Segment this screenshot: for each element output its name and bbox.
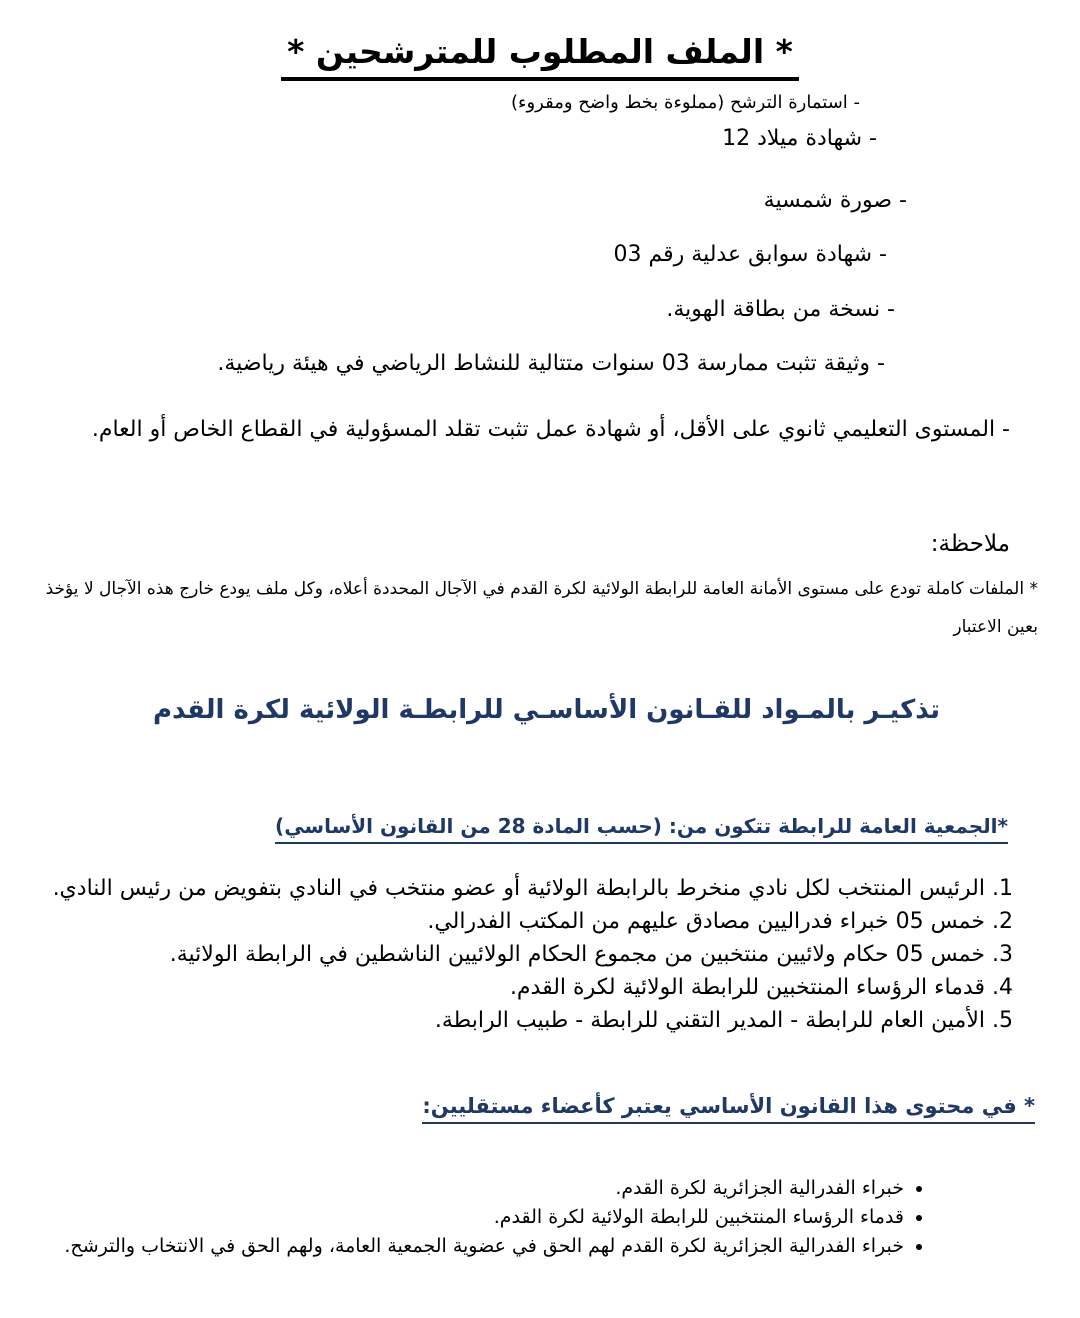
assembly-list-item: 5. الأمين العام للرابطة - المدير التقني للرابطة - طبيب الرابطة.: [35, 1004, 985, 1037]
assembly-list-item: 1. الرئيس المنتخب لكل نادي منخرط بالرابطة الولائية أو عضو منتخب في النادي بتفويض من رئيس النادي.: [35, 872, 985, 905]
note-label: ملاحظة:: [930, 531, 1010, 557]
requirement-item-sport-activity-proof: - وثيقة تثبت ممارسة 03 سنوات متتالية للنشاط الرياضي في هيئة رياضية.: [217, 351, 885, 376]
independent-list-item: • قدماء الرؤساء المنتخبين للرابطة الولائية لكرة القدم.: [24, 1203, 904, 1232]
requirement-item-birth-certificate: - شهادة ميلاد 12: [722, 126, 877, 151]
requirement-item-criminal-record: - شهادة سوابق عدلية رقم 03: [613, 242, 887, 267]
independent-list-item: • خبراء الفدرالية الجزائرية لكرة القدم لهم الحق في عضوية الجمعية العامة، ولهم الحق في الانتخاب والترشح.: [24, 1232, 904, 1261]
assembly-heading-text: *الجمعية العامة للرابطة تتكون من: (حسب المادة 28 من القانون الأساسي): [275, 814, 1008, 844]
note-text: * الملفات كاملة تودع على مستوى الأمانة العامة للرابطة الولائية لكرة القدم في الآجال المحددة أعلاه، وكل ملف يودع خارج هذه الآجال لا يؤخذ بعين الاعتبار: [45, 579, 1038, 637]
assembly-list-item: 4. قدماء الرؤساء المنتخبين للرابطة الولائية لكرة القدم.: [35, 971, 985, 1004]
independent-list-item: • خبراء الفدرالية الجزائرية لكرة القدم.: [24, 1174, 904, 1203]
independent-members-list: [24, 1174, 930, 1261]
assembly-members-list: [35, 872, 1015, 1037]
requirement-item-photo: - صورة شمسية: [763, 188, 907, 213]
assembly-heading: [275, 814, 1008, 844]
assembly-list-item: 2. خمس 05 خبراء فدراليين مصادق عليهم من المكتب الفدرالي.: [35, 905, 985, 938]
reminder-heading: تذكيـر بالمـواد للقـانون الأساسـي للرابطـة الولائية لكرة القدم: [152, 695, 940, 725]
independent-members-heading: [422, 1094, 1035, 1124]
requirement-item-form: - استمارة الترشح (مملوءة بخط واضح ومقروء): [511, 92, 860, 113]
page-title-text: * الملف المطلوب للمترشحين *: [281, 32, 799, 81]
page-title: [0, 32, 1080, 81]
independent-members-heading-text: * في محتوى هذا القانون الأساسي يعتبر كأعضاء مستقليين:: [422, 1094, 1035, 1124]
requirement-item-education-level: - المستوى التعليمي ثانوي على الأقل، أو شهادة عمل تثبت تقلد المسؤولية في القطاع الخاص أو العام.: [91, 417, 1010, 442]
requirement-item-id-copy: - نسخة من بطاقة الهوية.: [666, 297, 895, 322]
assembly-list-item: 3. خمس 05 حكام ولائيين منتخبين من مجموع الحكام الولائيين الناشطين في الرابطة الولائية.: [35, 938, 985, 971]
